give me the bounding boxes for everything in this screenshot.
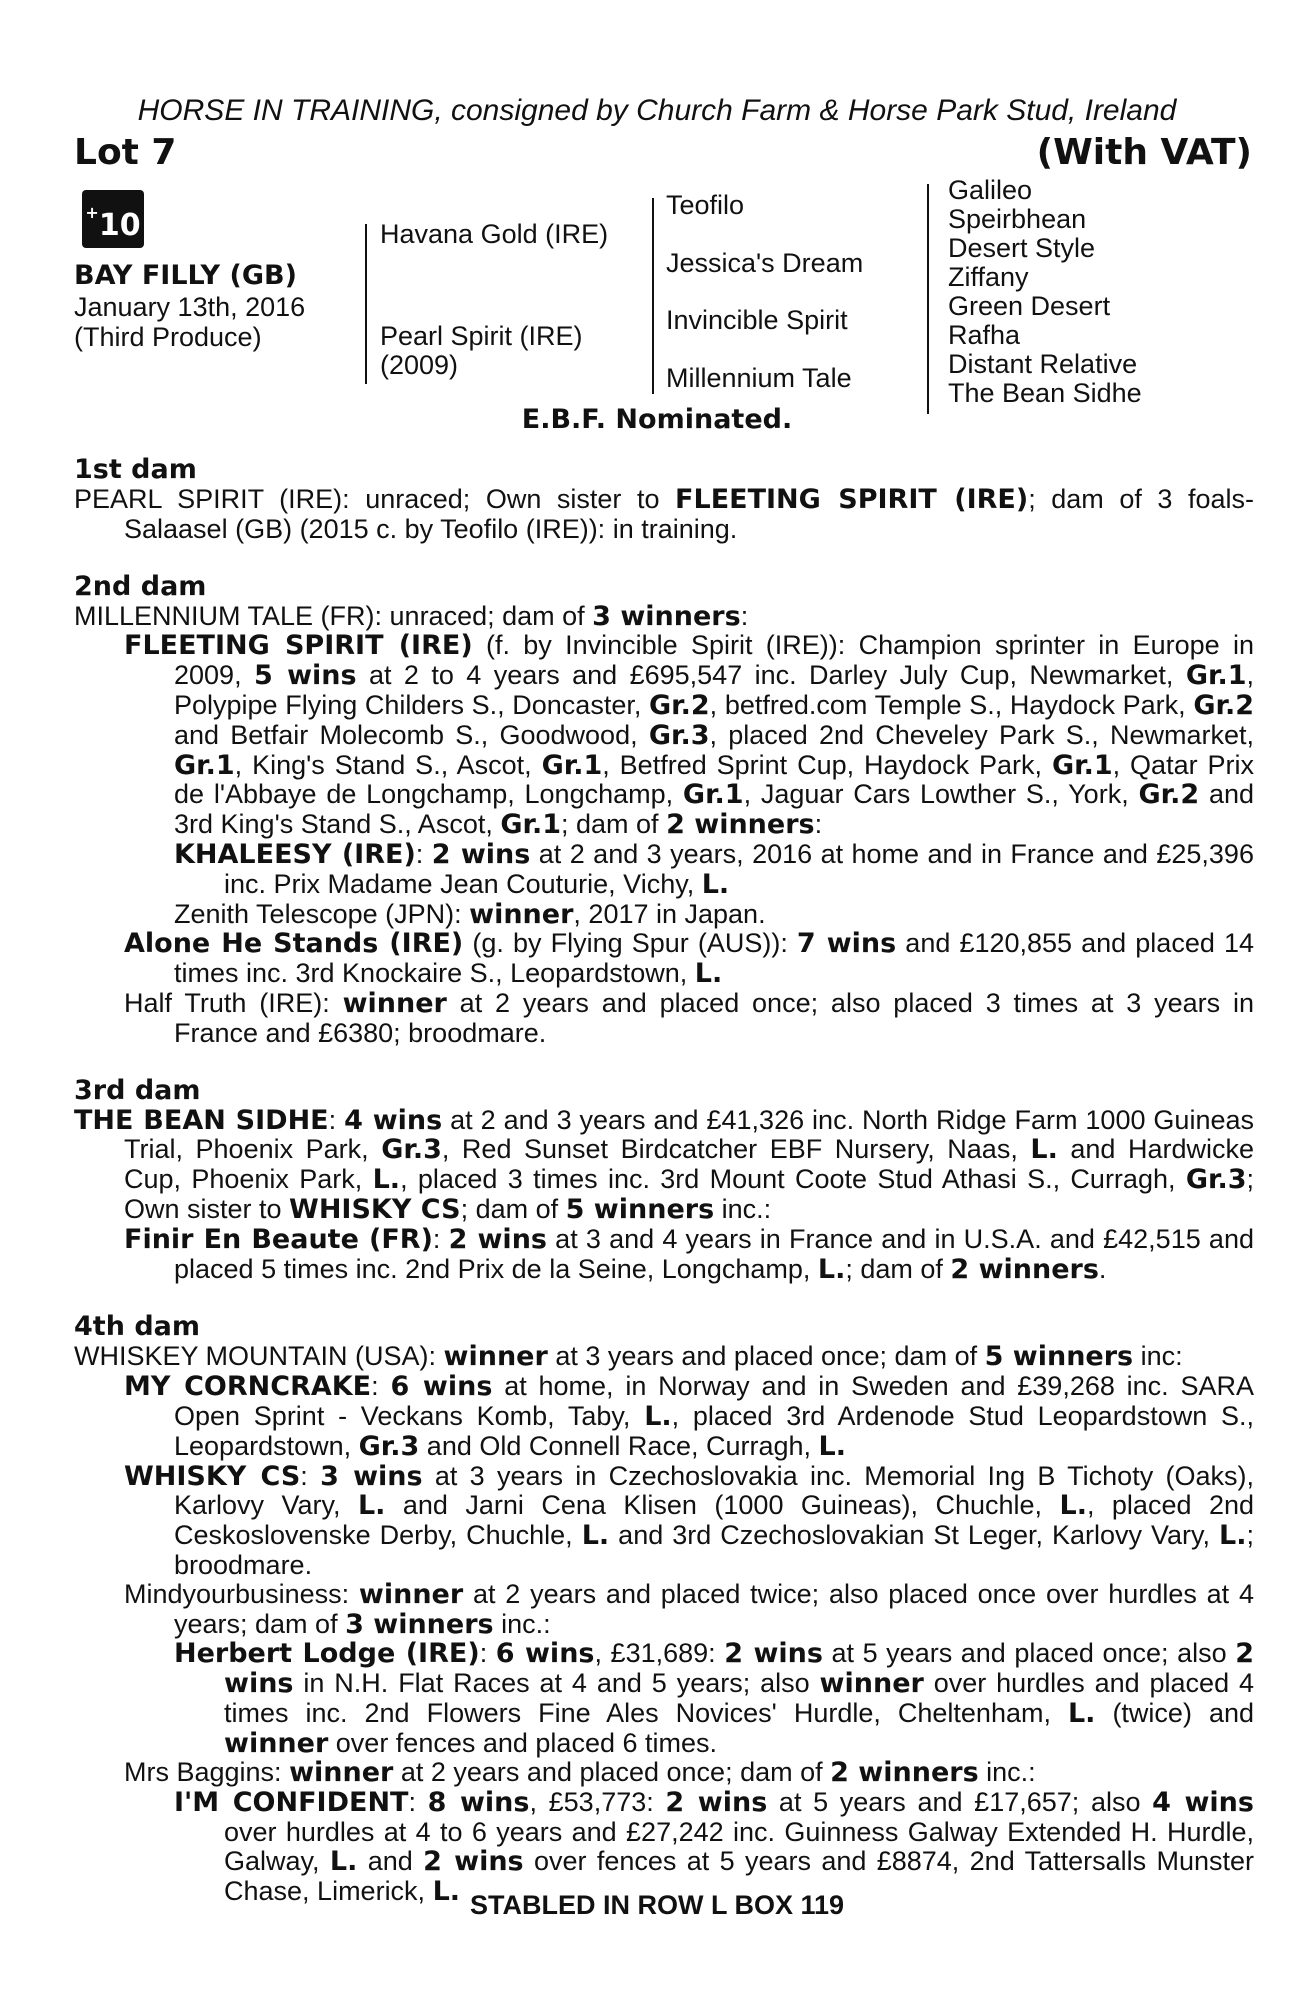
entry-text: inc.: [978,1757,1036,1788]
pedigree-entry [74,929,1254,989]
highlight-text: 2 wins [224,1638,1254,1700]
pedigree-dam-year: (2009) [380,350,459,380]
entry-text: at 2 years and placed once; also placed 3 times at 3 years in France and £6380; broodmare. [174,987,1254,1048]
entry-text: and [357,1845,424,1876]
highlight-text: Gr.3 [648,719,710,751]
entry-text: MILLENNIUM TALE (FR): unraced; dam of [74,600,593,631]
badge-number: 10 [98,208,141,243]
entry-text: at home, in Norway and in Sweden and £39,268 inc. SARA Open Sprint - Veckans Komb, Taby, [174,1371,1254,1431]
entry-text: : [814,809,823,840]
highlight-text: winner [443,1341,548,1373]
highlight-text: THE BEAN SIDHE [74,1104,329,1136]
pedigree-gen2-3: Millennium Tale [666,363,852,393]
entry-text: (f. by Invincible Spirit (IRE)): Champion sprinter in Europe in 2009, [174,630,1254,691]
pedigree-gen2-0: Teofilo [666,190,745,220]
highlight-text: MY CORNCRAKE [124,1371,372,1403]
ebf-nomination: E.B.F. Nominated. [521,404,793,435]
highlight-text: Alone He Stands (IRE) [124,928,464,960]
pedigree-dam [380,322,583,380]
highlight-text: WHISKY CS [124,1460,301,1492]
entry-text: at 3 years in Czechoslovakia inc. Memorial Ing B Tichoty (Oaks), Karlovy Vary, [174,1460,1254,1521]
entry-text: in N.H. Flat Races at 4 and 5 years; also [293,1668,820,1699]
entry-text: over fences at 5 years and £8874, 2nd Tattersalls Munster Chase, Limerick, [224,1845,1254,1906]
entry-text: Zenith Telescope (JPN): [174,898,470,929]
pedigree-gen3-item: Rafha [948,320,1021,350]
entry-text: WHISKEY MOUNTAIN (USA): [74,1341,444,1372]
entry-text: ; dam of [460,1193,566,1224]
consignment-header: HORSE IN TRAINING, consigned by Church Farm & Horse Park Stud, Ireland [137,94,1177,127]
pedigree-entry [74,1462,1254,1580]
highlight-text: FLEETING SPIRIT (IRE) [675,484,1029,515]
entry-text: and 3rd King's Stand S., Ascot, [174,779,1254,840]
stabling-location: STABLED IN ROW L BOX 119 [469,1890,845,1920]
entry-text: , Qatar Prix de l'Abbaye de Longchamp, Longchamp, [174,749,1254,810]
entry-text: : [432,1223,449,1254]
entry-text: at 2 and 3 years and £41,326 inc. North Ridge Farm 1000 Guineas Trial, Phoenix Park, [124,1104,1254,1165]
horse-details [74,292,305,352]
entry-text: : [300,1460,321,1491]
entry-text: Half Truth (IRE): [124,987,343,1018]
dam-section-heading: 2nd dam [74,570,207,602]
highlight-text: 2 winners [830,1757,979,1789]
foaling-date: January 13th, 2016 [74,292,306,322]
entry-text: inc.: [714,1193,772,1224]
highlight-text: Gr.3 [381,1134,442,1166]
pedigree-entry [74,1106,1254,1225]
entry-text: at 3 years and placed once; dam of [547,1341,985,1372]
horse-title: BAY FILLY (GB) [74,260,297,291]
entry-text: at 2 to 4 years and £695,547 inc. Darley July Cup, Newmarket, [356,660,1186,691]
highlight-text: winner [289,1757,394,1789]
highlight-text: 5 winners [984,1341,1134,1373]
pedigree-entry [74,989,1254,1048]
highlight-text: 2 wins [665,1787,768,1819]
entry-text: ; Own sister to [124,1164,1254,1224]
entry-text: , Polypipe Flying Childers S., Doncaster, [174,660,1254,720]
entry-text: : [415,838,432,869]
entry-text: ; dam of [561,809,667,840]
pedigree-entry [74,1639,1254,1758]
pedigree-divider-2 [652,198,654,394]
entry-text: , placed 3 times inc. 3rd Mount Coote Stud Athasi S., Curragh, [400,1164,1186,1195]
dam-section-heading: 3rd dam [74,1074,201,1106]
entry-text: . [1098,1253,1107,1284]
highlight-text: 2 winners [950,1253,1099,1285]
entry-text: inc: [1133,1341,1183,1372]
pedigree-dam-name: Pearl Spirit (IRE) [380,321,583,351]
pedigree-entry [74,1788,1254,1906]
pedigree-entry [74,602,1254,632]
highlight-text: 3 winners [345,1608,494,1640]
entry-text: ; dam of [845,1253,951,1284]
entry-text: , Betfred Sprint Cup, Haydock Park, [602,749,1052,780]
highlight-text: Gr.1 [1051,749,1113,781]
highlight-text: 2 wins [448,1223,547,1255]
entry-text: , King's Stand S., Ascot, [234,749,542,780]
entry-text: at 2 and 3 years, 2016 at home and in France and £25,396 inc. Prix Madame Jean Couturie, Vichy, [224,838,1254,899]
entry-text: Mrs Baggins: [124,1757,290,1788]
pedigree-entry [74,1372,1254,1461]
highlight-text: 3 winners [592,600,741,632]
highlight-text: L. [357,1490,386,1522]
pedigree-entry [74,631,1254,840]
highlight-text: I'M CONFIDENT [174,1787,409,1819]
highlight-text: winner [358,1578,464,1610]
pedigree-entry [74,1758,1254,1788]
entry-text: and Jarni Cena Klisen (1000 Guineas), Chuchle, [385,1490,1060,1521]
entry-text: and 3rd Czechoslovakian St Leger, Karlovy Vary, [609,1520,1220,1551]
pedigree-entry [74,1580,1254,1640]
highlight-text: 2 winners [666,809,815,841]
entry-text: and Old Connell Race, Curragh, [419,1430,819,1461]
highlight-text: Gr.1 [500,809,562,841]
highlight-text: L. [1067,1697,1096,1729]
badge-plus: + [85,203,99,222]
highlight-text: 4 wins [1152,1787,1254,1819]
entry-text: , placed 2nd Ceskoslovenske Derby, Chuchle, [174,1490,1254,1551]
entry-text: and Betfair Molecomb S., Goodwood, [174,719,649,750]
highlight-text: L. [372,1164,401,1196]
entry-text: at 2 years and placed twice; also placed once over hurdles at 4 years; dam of [174,1578,1254,1639]
pedigree-entry [74,1225,1254,1285]
highlight-text: 4 wins [344,1104,443,1136]
highlight-text: Gr.1 [174,749,235,781]
highlight-text: L. [701,868,730,900]
pedigree-divider-1 [365,224,367,384]
highlight-text: 2 wins [724,1638,823,1670]
plus10-badge-icon [82,190,144,248]
highlight-text: 2 wins [423,1845,524,1877]
entry-text: : [371,1371,391,1402]
highlight-text: L. [1030,1134,1058,1166]
entry-text: and £120,855 and placed 14 times inc. 3rd Knockaire S., Leopardstown, [174,928,1254,989]
highlight-text: Gr.1 [541,749,603,781]
highlight-text: winner [342,987,447,1019]
entry-text: over hurdles and placed 4 times inc. 2nd Flowers Fine Ales Novices' Hurdle, Cheltenham, [224,1668,1254,1728]
pedigree-entry [74,485,1254,544]
pedigree-gen3-item: Speirbhean [948,204,1087,234]
pedigree-entry [74,840,1254,900]
highlight-text: 7 wins [796,928,897,960]
entry-text: inc.: [493,1608,551,1639]
highlight-text: L. [1059,1490,1087,1522]
pedigree-entry [74,900,1254,930]
catalogue-body [74,455,1254,1906]
pedigree-gen3-item: Galileo [948,175,1033,205]
pedigree-gen3-item: Ziffany [948,262,1029,292]
entry-text: (twice) and [1095,1697,1254,1728]
entry-text: at 5 years and placed once; also [822,1638,1236,1669]
entry-text: , £31,689: [594,1638,725,1669]
produce-note: (Third Produce) [74,322,262,352]
pedigree-gen3-item: Green Desert [948,291,1111,321]
highlight-text: Gr.2 [649,689,710,721]
entry-text: ; dam of 3 foals- Salaasel (GB) (2015 c. by Teofilo (IRE)): in training. [124,484,1254,544]
entry-text: : [740,600,749,631]
highlight-text: 2 wins [431,838,531,870]
entry-text: : [328,1104,345,1135]
dam-section-heading: 4th dam [74,1311,200,1343]
highlight-text: 6 wins [390,1371,493,1403]
highlight-text: Gr.1 [682,779,744,811]
pedigree-sire: Havana Gold (IRE) [380,219,609,249]
entry-text: at 2 years and placed once; dam of [393,1757,831,1788]
pedigree-gen2-1: Jessica's Dream [666,248,864,278]
entry-text: ; broodmare. [174,1520,1255,1580]
section-gap [74,1284,1254,1312]
highlight-text: 6 wins [495,1638,595,1670]
pedigree-gen2-2: Invincible Spirit [666,305,848,335]
entry-text: and Hardwicke Cup, Phoenix Park, [124,1134,1255,1195]
highlight-text: Gr.2 [1193,689,1254,721]
pedigree-entry [74,1342,1254,1372]
lot-number: Lot 7 [74,132,177,173]
vat-label: (With VAT) [1036,132,1252,173]
highlight-text: L. [1219,1520,1247,1552]
entry-text: at 5 years and £17,657; also [767,1787,1153,1818]
entry-text: : [479,1638,496,1669]
pedigree-gen3 [948,176,1142,408]
highlight-text: Gr.2 [1138,779,1200,811]
highlight-text: Gr.1 [1185,660,1247,692]
entry-text: , Red Sunset Birdcatcher EBF Nursery, Naas, [441,1134,1031,1165]
entry-text: over fences and placed 6 times. [328,1727,717,1758]
highlight-text: Gr.3 [358,1430,420,1462]
highlight-text: L. [581,1520,610,1552]
highlight-text: Gr.3 [1185,1164,1247,1196]
entry-text: , betfred.com Temple S., Haydock Park, [709,689,1194,720]
highlight-text: winner [469,898,574,930]
entry-text: , 2017 in Japan. [573,898,766,929]
section-gap [74,544,1254,572]
highlight-text: L. [694,958,723,990]
highlight-text: winner [224,1727,329,1759]
entry-text: over hurdles at 4 to 6 years and £27,242 inc. Guinness Galway Extended H. Hurdle, Galway, [224,1817,1254,1876]
section-gap [74,1048,1254,1076]
highlight-text: L. [644,1400,672,1432]
highlight-text: WHISKY CS [289,1193,461,1225]
highlight-text: 5 winners [565,1193,715,1225]
highlight-text: FLEETING SPIRIT (IRE) [124,630,473,662]
pedigree-gen3-item: Desert Style [948,233,1096,263]
dam-section-heading: 1st dam [74,454,197,485]
entry-text: at 3 and 4 years in France and in U.S.A. and £42,515 and placed 5 times inc. 2nd Prix de la Seine, Longchamp, [174,1223,1254,1284]
entry-text: PEARL SPIRIT (IRE): unraced; Own sister to [74,484,676,514]
pedigree-divider-3 [927,184,929,414]
highlight-text: L. [817,1253,846,1285]
entry-text: , placed 3rd Ardenode Stud Leopardstown S., Leopardstown, [174,1400,1254,1461]
highlight-text: 5 wins [253,660,357,692]
pedigree-gen3-item: The Bean Sidhe [948,378,1142,408]
highlight-text: L. [818,1430,846,1462]
entry-text: , Jaguar Cars Lowther S., York, [743,779,1139,810]
highlight-text: KHALEESY (IRE) [174,838,416,870]
entry-text: , placed 2nd Cheveley Park S., Newmarket, [709,719,1254,750]
highlight-text: Finir En Beaute (FR) [124,1223,433,1255]
highlight-text: 3 wins [320,1460,423,1492]
entry-text: Mindyourbusiness: [124,1578,359,1609]
entry-text: , £53,773: [529,1787,666,1818]
highlight-text: winner [819,1668,924,1700]
entry-text: : [408,1787,428,1818]
highlight-text: L. [329,1845,358,1877]
pedigree-gen3-item: Distant Relative [948,349,1138,379]
highlight-text: Herbert Lodge (IRE) [174,1638,480,1670]
highlight-text: 8 wins [427,1787,530,1819]
entry-text: (g. by Flying Spur (AUS)): [463,928,797,959]
highlight-text: L. [432,1875,461,1907]
